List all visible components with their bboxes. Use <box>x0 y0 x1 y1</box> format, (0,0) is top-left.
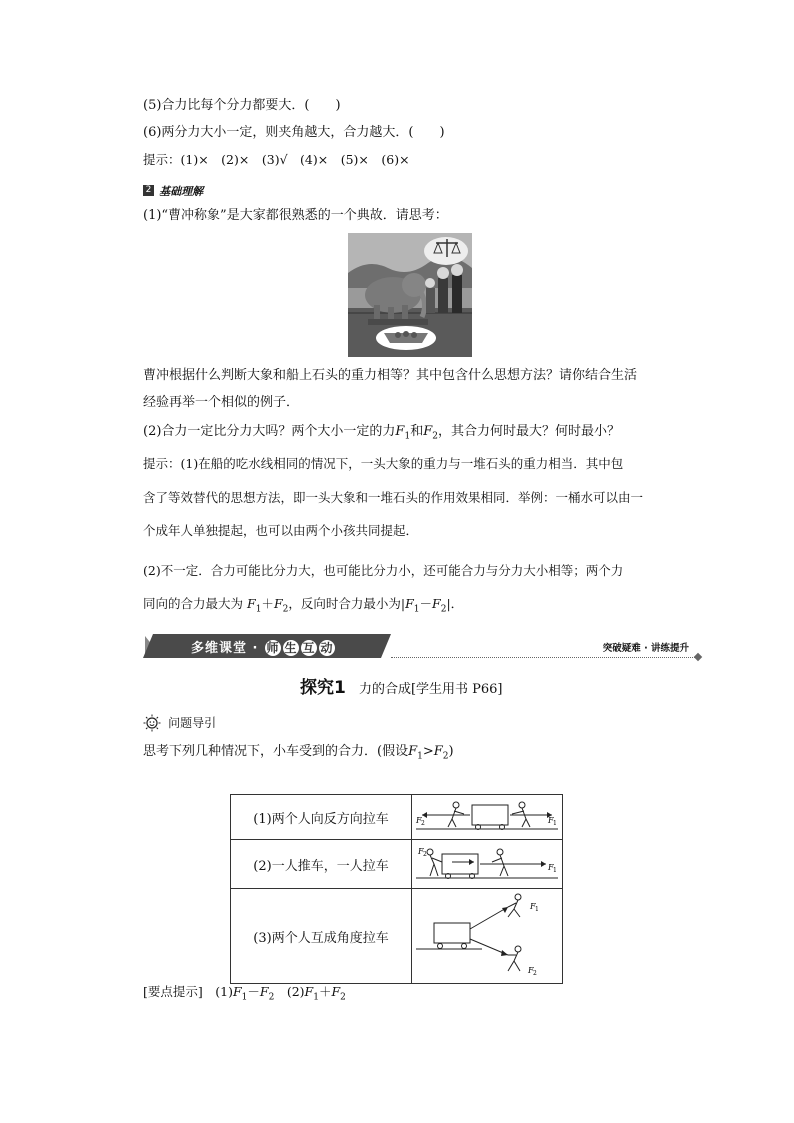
svg-text:F: F <box>416 816 422 825</box>
explore-subtitle: 力的合成[学生用书 P66] <box>358 682 503 697</box>
svg-text:F: F <box>530 902 536 911</box>
question-1-text-b: 经验再举一个相似的例子． <box>143 395 300 410</box>
svg-text:F: F <box>418 847 424 856</box>
section-banner <box>143 632 701 660</box>
key-point: [要点提示] $(1)F_1-F_2$ $(2)F_1+F_2$ <box>143 984 346 1003</box>
banner-divider <box>391 657 701 658</box>
svg-text:F: F <box>548 863 554 872</box>
guide-heading <box>143 712 216 732</box>
svg-text:1: 1 <box>553 867 557 874</box>
diamond-icon <box>694 653 702 661</box>
judge-item-6: (6)两分力大小一定，则夹角越大，合力越大．( ) <box>143 125 445 140</box>
row-figure <box>412 889 563 984</box>
svg-text:F: F <box>548 816 554 825</box>
question-2: (2)合力一定比分力大吗？两个大小一定的力$F_1$和$F_2$，其合力何时最大？何时最小？ <box>143 424 620 442</box>
guide-title: 问题导引 <box>168 716 217 730</box>
svg-text:2: 2 <box>423 851 427 858</box>
question-1-text-a: 曹冲根据什么判断大象和船上石头的重力相等？其中包含什么思想方法？请你结合生活 <box>143 368 638 383</box>
scenario-table <box>230 794 563 984</box>
row-label: (2)一人推车，一人拉车 <box>231 840 412 889</box>
svg-text:1: 1 <box>553 820 557 827</box>
row-label: (3)两个人互成角度拉车 <box>231 889 412 984</box>
svg-text:1: 1 <box>535 906 539 913</box>
section-heading <box>143 180 203 199</box>
svg-text:2: 2 <box>421 820 425 827</box>
hint-1-c: 个成年人单独提起，也可以由两个小孩共同提起． <box>143 523 419 538</box>
banner-right-label: 突破疑难 · 讲练提升 <box>602 643 689 654</box>
sun-face-icon <box>143 714 161 732</box>
row-label: (1)两个人向反方向拉车 <box>231 795 412 840</box>
banner-title: 多维课堂 · 师 生 互 动 <box>191 641 334 656</box>
explore-title: 探究1 <box>300 678 346 698</box>
hint-2-b: 同向的合力最大为 $F_1+F_2$，反向时合力最小为$|F_1-F_2|$． <box>143 596 464 615</box>
hint-1-b: 含了等效替代的思想方法，即一头大象和一堆石头的作用效果相同．举例：一桶水可以由一 <box>143 490 644 505</box>
row-figure <box>412 840 563 889</box>
hint-2-a: (2)不一定．合力可能比分力大，也可能比分力小，还可能合力与分力大小相等；两个力 <box>143 563 624 578</box>
section-badge: 2 <box>143 185 154 196</box>
svg-text:2: 2 <box>533 970 537 977</box>
svg-text:F: F <box>528 966 534 975</box>
table-row <box>231 840 563 889</box>
push-pull-figure <box>412 840 562 884</box>
opposite-pull-figure <box>412 795 562 835</box>
hint-1-a: 提示：(1)在船的吃水线相同的情况下，一头大象的重力与一堆石头的重力相当．其中包 <box>143 456 624 471</box>
table-row <box>231 889 563 984</box>
elephant-illustration <box>348 233 472 357</box>
section-title: 基础理解 <box>159 185 204 198</box>
angled-pull-figure <box>412 889 562 979</box>
table-row <box>231 795 563 840</box>
row-figure <box>412 795 563 840</box>
judge-hint: 提示：(1)× (2)× (3)√ (4)× (5)× (6)× <box>143 152 410 167</box>
explore-question: 思考下列几种情况下，小车受到的合力．(假设$F_1>F_2$) <box>143 744 454 762</box>
judge-item-5: (5)合力比每个分力都要大．( ) <box>143 98 341 113</box>
explore-heading <box>300 673 503 698</box>
question-1: (1)“曹冲称象”是大家都很熟悉的一个典故．请思考： <box>143 208 448 223</box>
